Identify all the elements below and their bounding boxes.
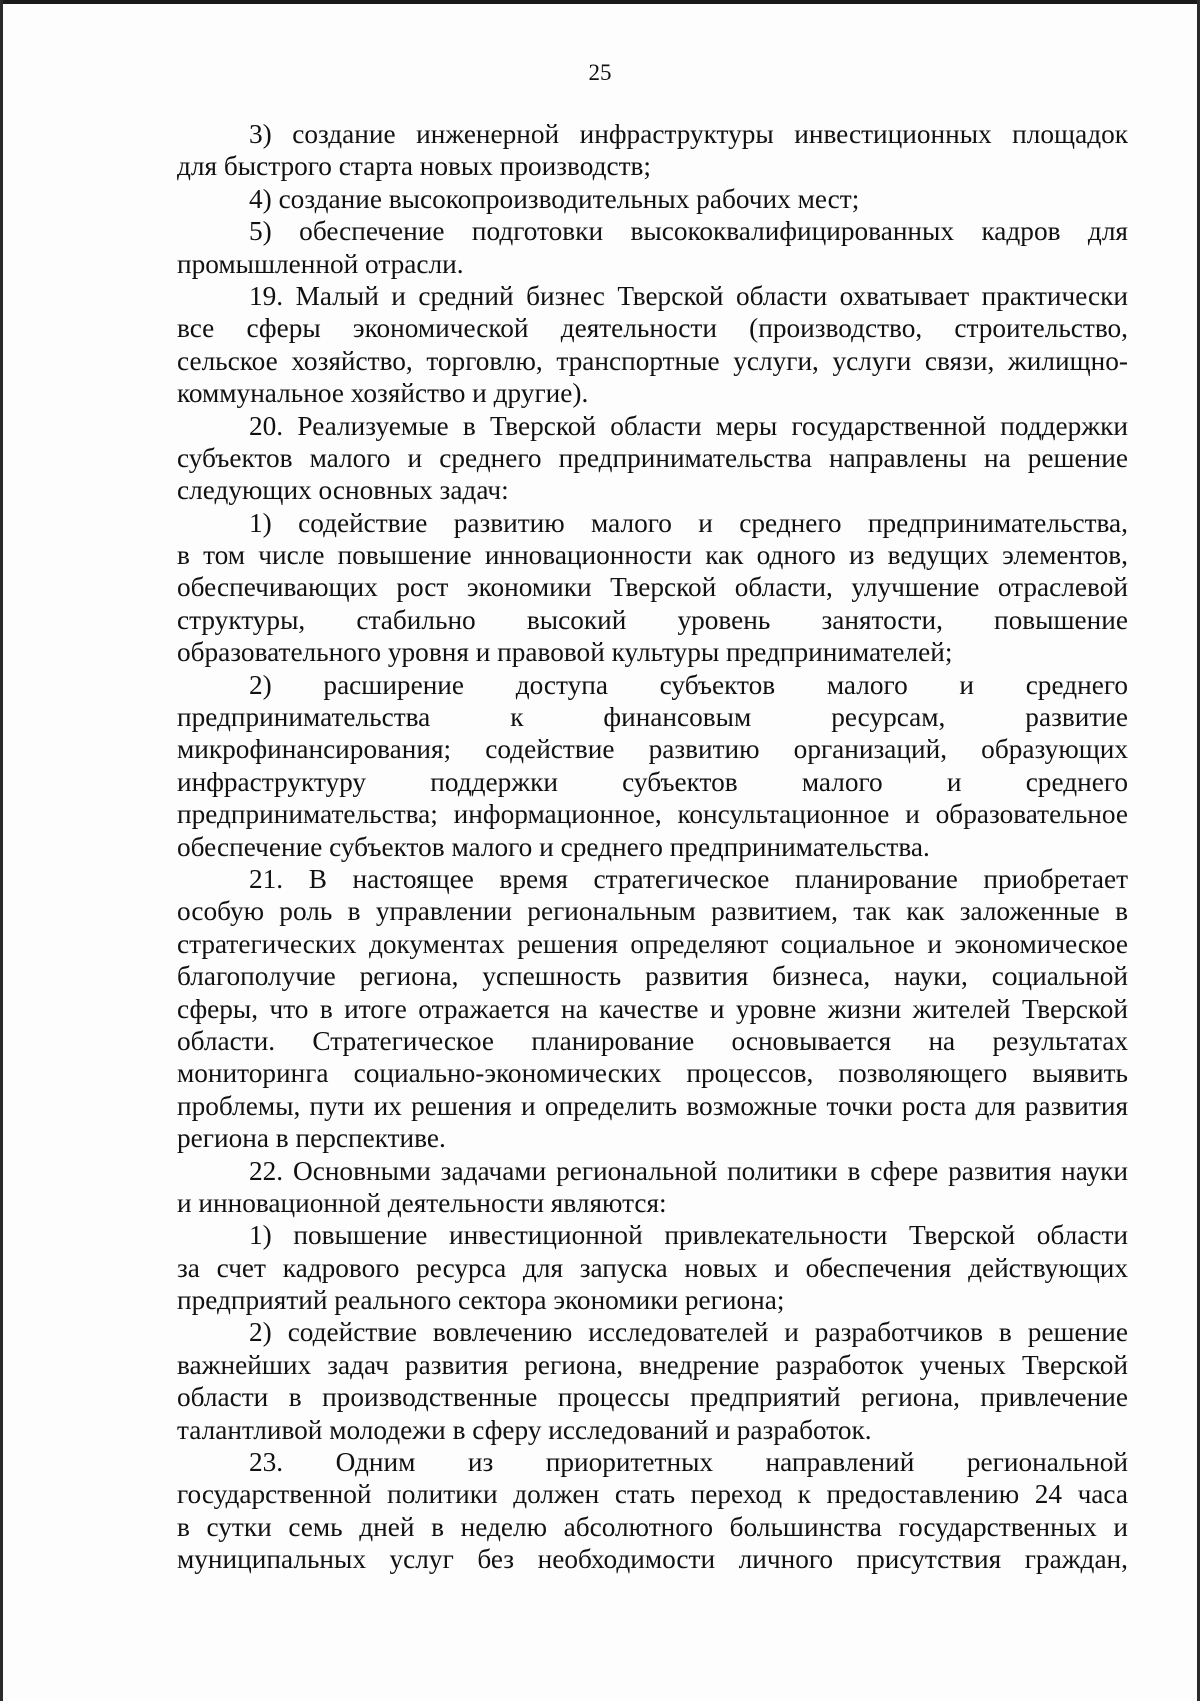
text-line: субъектов малого и среднего предпринимательства направлены на решение [177,442,1128,473]
text-line: промышленной отрасли. [177,248,464,279]
text-line: 1) содействие развитию малого и среднего предпринимательства, [249,507,1128,538]
scan-edge-left [0,0,3,1701]
text-line: предпринимательства; информационное, консультационное и образовательное [177,799,1128,830]
text-line: обеспечивающих рост экономики Тверской области, улучшение отраслевой [177,572,1128,603]
text-line: 2) содействие вовлечению исследователей и разработчиков в решение [249,1317,1128,1348]
text-line: предпринимательства к финансовым ресурсам, развитие [177,702,1128,733]
text-line: талантливой молодежи в сферу исследований и разработок. [177,1414,872,1445]
text-line: 23. Одним из приоритетных направлений региональной [249,1447,1128,1478]
text-line: 1) повышение инвестиционной привлекательности Тверской области [249,1220,1128,1251]
text-line: микрофинансирования; содействие развитию организаций, образующих [177,734,1128,765]
text-line: для быстрого старта новых производств; [177,151,651,182]
text-line: особую роль в управлении региональным развитием, так как заложенные в [177,896,1128,927]
text-line: 20. Реализуемые в Тверской области меры государственной поддержки [249,410,1128,441]
text-line: 19. Малый и средний бизнес Тверской области охватывает практически [249,280,1128,311]
text-line: в сутки семь дней в неделю абсолютного большинства государственных и [177,1511,1128,1542]
text-line: муниципальных услуг без необходимости личного присутствия граждан, [177,1544,1128,1575]
page-number: 25 [588,60,612,85]
text-line: 22. Основными задачами региональной политики в сфере развития науки [249,1155,1128,1186]
text-line: важнейших задач развития региона, внедрение разработок ученых Тверской [177,1349,1128,1380]
text-line: следующих основных задач: [177,475,509,506]
text-line: проблемы, пути их решения и определить возможные точки роста для развития [177,1090,1128,1121]
text-line: стратегических документах решения определяют социальное и экономическое [177,928,1128,959]
document-body [177,118,1128,1576]
text-line: предприятий реального сектора экономики региона; [177,1285,785,1316]
text-line: структуры, стабильно высокий уровень занятости, повышение [177,604,1128,635]
text-line: инфраструктуру поддержки субъектов малого и среднего [177,766,1128,797]
text-line: коммунальное хозяйство и другие). [177,378,589,409]
text-line: благополучие региона, успешность развития бизнеса, науки, социальной [177,961,1128,992]
text-line: 2) расширение доступа субъектов малого и среднего [249,669,1128,700]
text-line: обеспечение субъектов малого и среднего предпринимательства. [177,831,930,862]
text-line: 21. В настоящее время стратегическое планирование приобретает [249,863,1128,894]
text-line: 3) создание инженерной инфраструктуры инвестиционных площадок [249,119,1128,149]
text-line: сферы, что в итоге отражается на качестве и уровне жизни жителей Тверской [177,993,1128,1024]
text-line: 5) обеспечение подготовки высококвалифицированных кадров для [249,216,1128,247]
text-line: мониторинга социально-экономических процессов, позволяющего выявить [177,1058,1128,1089]
text-line: 4) создание высокопроизводительных рабочих мест; [249,183,860,214]
text-line: образовательного уровня и правовой культуры предпринимателей; [177,637,953,668]
text-line: все сферы экономической деятельности (производство, строительство, [177,313,1128,344]
text-line: региона в перспективе. [177,1123,446,1154]
text-line: в том числе повышение инновационности как одного из ведущих элементов, [177,540,1128,571]
text-line: области в производственные процессы предприятий региона, привлечение [177,1382,1128,1413]
text-line: сельское хозяйство, торговлю, транспортные услуги, услуги связи, жилищно- [177,345,1128,376]
text-line: за счет кадрового ресурса для запуска новых и обеспечения действующих [177,1252,1128,1283]
text-line: области. Стратегическое планирование основывается на результатах [177,1025,1128,1056]
scan-edge-top [0,0,1200,4]
text-line: и инновационной деятельности являются: [177,1187,667,1218]
text-line: государственной политики должен стать переход к предоставлению 24 часа [177,1479,1128,1510]
